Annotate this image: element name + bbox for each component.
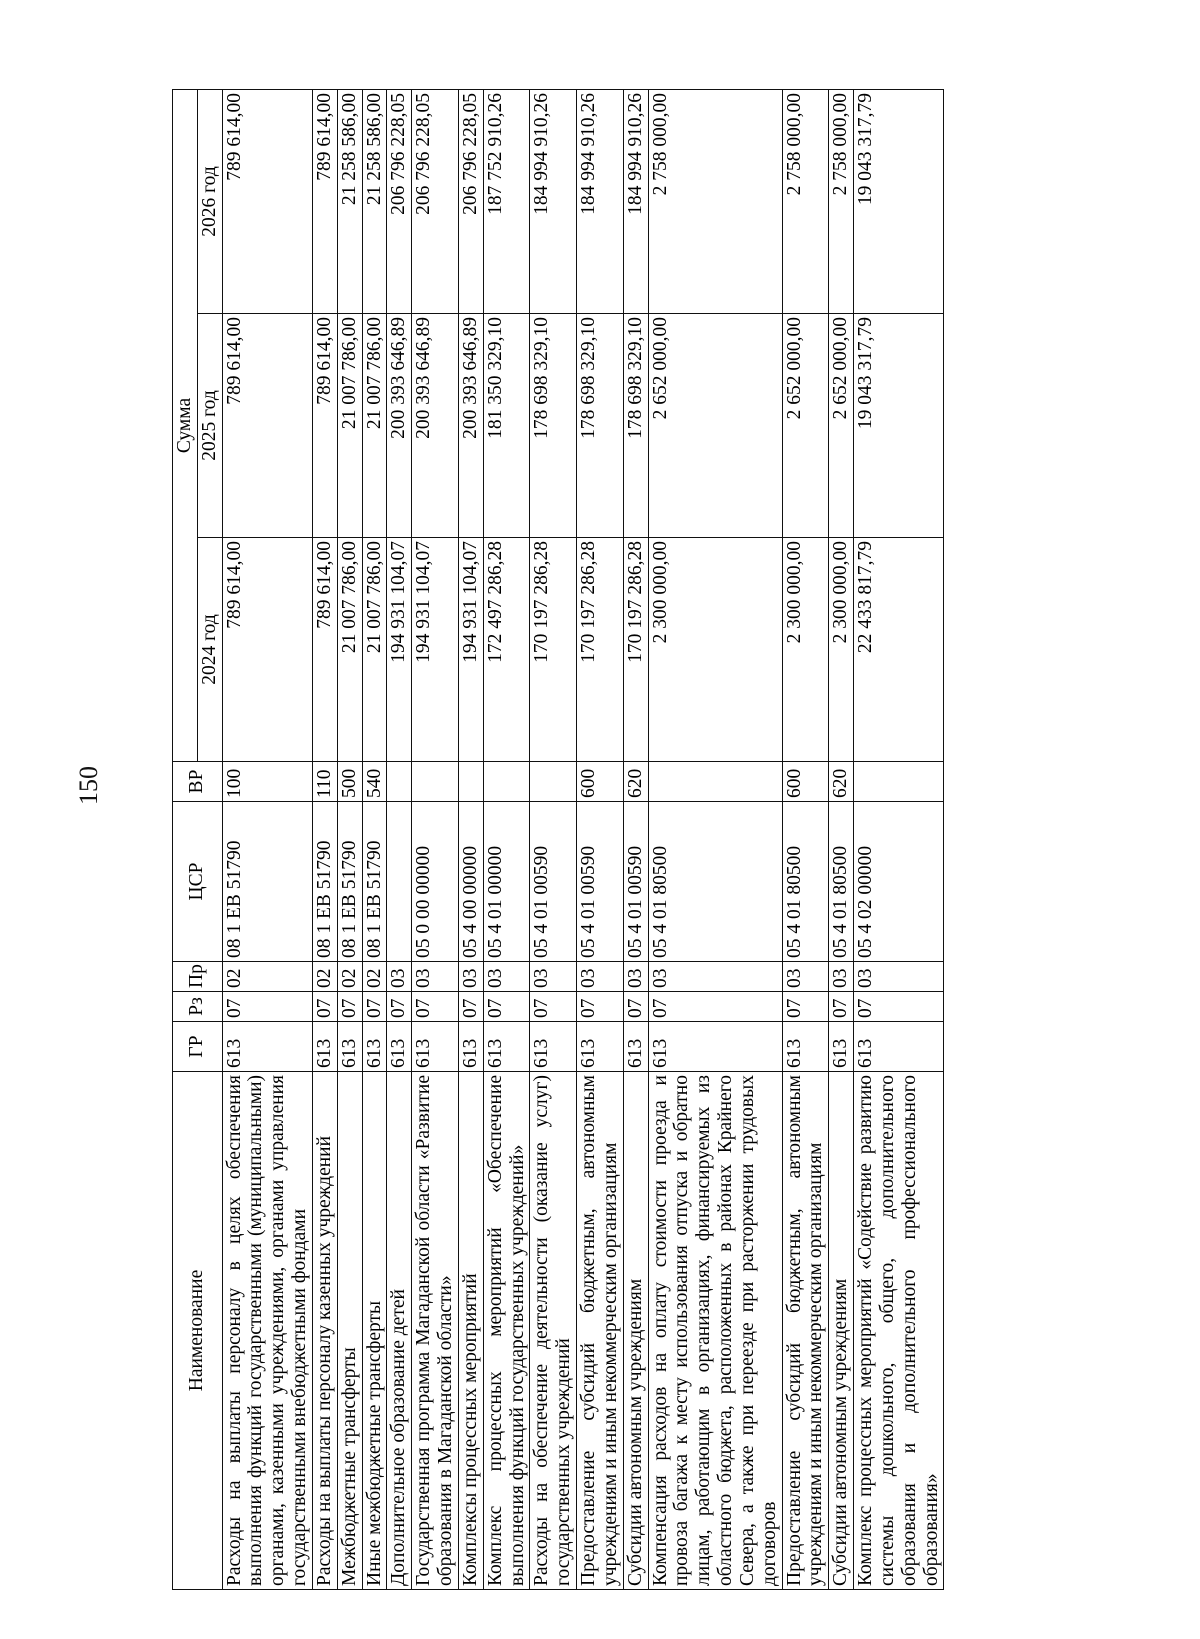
cell-rz: 07 bbox=[222, 992, 312, 1022]
table-row bbox=[530, 89, 577, 1589]
cell-name: Комплекс процессных мероприятий «Обеспечение выполнения функций государственных учреждений» bbox=[483, 1072, 530, 1590]
cell-amount-2025: 181 350 329,10 bbox=[483, 314, 530, 538]
cell-amount-2025: 789 614,00 bbox=[312, 314, 337, 538]
cell-gr: 613 bbox=[362, 1022, 387, 1072]
cell-pr: 02 bbox=[362, 962, 387, 992]
cell-amount-2026: 206 796 228,05 bbox=[412, 89, 459, 313]
cell-name: Расходы на обеспечение деятельности (оказание услуг) государственных учреждений bbox=[530, 1072, 577, 1590]
cell-gr: 613 bbox=[458, 1022, 483, 1072]
cell-amount-2025: 789 614,00 bbox=[222, 314, 312, 538]
cell-gr: 613 bbox=[782, 1022, 829, 1072]
header-name: Наименование bbox=[173, 1072, 223, 1590]
cell-csr: 05 4 02 00000 bbox=[854, 802, 944, 962]
cell-csr: 05 4 01 00590 bbox=[530, 802, 577, 962]
header-2024: 2024 год bbox=[197, 538, 222, 762]
cell-gr: 613 bbox=[387, 1022, 412, 1072]
page-number: 150 bbox=[74, 766, 103, 805]
cell-name: Комплексы процессных мероприятий bbox=[458, 1072, 483, 1590]
cell-amount-2025: 178 698 329,10 bbox=[623, 314, 648, 538]
cell-vr: 100 bbox=[222, 762, 312, 802]
cell-name: Расходы на выплаты персоналу в целях обеспечения выполнения функций государственными (муниципальными) органами, казенными учреждениями, органами управления государственными внебюджетными фондами bbox=[222, 1072, 312, 1590]
cell-rz: 07 bbox=[312, 992, 337, 1022]
table-row bbox=[623, 89, 648, 1589]
cell-pr: 03 bbox=[412, 962, 459, 992]
cell-rz: 07 bbox=[362, 992, 387, 1022]
cell-csr: 05 0 00 00000 bbox=[412, 802, 459, 962]
cell-gr: 613 bbox=[829, 1022, 854, 1072]
cell-rz: 07 bbox=[854, 992, 944, 1022]
cell-csr: 08 1 ЕВ 51790 bbox=[312, 802, 337, 962]
header-vr: ВР bbox=[173, 762, 223, 802]
cell-pr: 03 bbox=[623, 962, 648, 992]
cell-gr: 613 bbox=[648, 1022, 782, 1072]
cell-vr: 540 bbox=[362, 762, 387, 802]
cell-rz: 07 bbox=[782, 992, 829, 1022]
cell-amount-2026: 184 994 910,26 bbox=[577, 89, 624, 313]
cell-amount-2025: 200 393 646,89 bbox=[458, 314, 483, 538]
cell-gr: 613 bbox=[623, 1022, 648, 1072]
cell-rz: 07 bbox=[412, 992, 459, 1022]
cell-csr: 05 4 00 00000 bbox=[458, 802, 483, 962]
cell-amount-2024: 22 433 817,79 bbox=[854, 538, 944, 762]
cell-vr: 620 bbox=[829, 762, 854, 802]
cell-name: Дополнительное образование детей bbox=[387, 1072, 412, 1590]
cell-gr: 613 bbox=[854, 1022, 944, 1072]
cell-name: Расходы на выплаты персоналу казенных учреждений bbox=[312, 1072, 337, 1590]
header-sum: Сумма bbox=[173, 89, 198, 761]
cell-rz: 07 bbox=[577, 992, 624, 1022]
table-row bbox=[387, 89, 412, 1589]
cell-amount-2024: 170 197 286,28 bbox=[577, 538, 624, 762]
cell-gr: 613 bbox=[337, 1022, 362, 1072]
cell-amount-2024: 21 007 786,00 bbox=[362, 538, 387, 762]
cell-amount-2026: 2 758 000,00 bbox=[829, 89, 854, 313]
cell-gr: 613 bbox=[530, 1022, 577, 1072]
cell-amount-2025: 178 698 329,10 bbox=[530, 314, 577, 538]
budget-table bbox=[172, 89, 944, 1590]
cell-pr: 03 bbox=[648, 962, 782, 992]
cell-csr bbox=[387, 802, 412, 962]
table-row bbox=[337, 89, 362, 1589]
cell-amount-2024: 789 614,00 bbox=[312, 538, 337, 762]
cell-pr: 03 bbox=[829, 962, 854, 992]
cell-pr: 03 bbox=[458, 962, 483, 992]
cell-amount-2026: 184 994 910,26 bbox=[530, 89, 577, 313]
cell-amount-2024: 194 931 104,07 bbox=[458, 538, 483, 762]
cell-csr: 05 4 01 80500 bbox=[829, 802, 854, 962]
cell-amount-2026: 206 796 228,05 bbox=[387, 89, 412, 313]
cell-csr: 05 4 01 80500 bbox=[782, 802, 829, 962]
cell-amount-2024: 2 300 000,00 bbox=[829, 538, 854, 762]
table-row bbox=[782, 89, 829, 1589]
cell-rz: 07 bbox=[530, 992, 577, 1022]
table-row bbox=[412, 89, 459, 1589]
cell-pr: 03 bbox=[483, 962, 530, 992]
cell-amount-2024: 2 300 000,00 bbox=[782, 538, 829, 762]
header-2026: 2026 год bbox=[197, 89, 222, 313]
cell-name: Межбюджетные трансферты bbox=[337, 1072, 362, 1590]
cell-csr: 05 4 01 80500 bbox=[648, 802, 782, 962]
cell-csr: 08 1 ЕВ 51790 bbox=[222, 802, 312, 962]
cell-vr: 600 bbox=[577, 762, 624, 802]
cell-amount-2024: 194 931 104,07 bbox=[387, 538, 412, 762]
table-row bbox=[854, 89, 944, 1589]
cell-gr: 613 bbox=[483, 1022, 530, 1072]
cell-amount-2024: 21 007 786,00 bbox=[337, 538, 362, 762]
cell-amount-2024: 194 931 104,07 bbox=[412, 538, 459, 762]
cell-rz: 07 bbox=[337, 992, 362, 1022]
cell-amount-2025: 200 393 646,89 bbox=[387, 314, 412, 538]
cell-vr bbox=[854, 762, 944, 802]
cell-vr: 600 bbox=[782, 762, 829, 802]
header-pr: Пр bbox=[173, 962, 223, 992]
cell-name: Предоставление субсидий бюджетным, автономным учреждениям и иным некоммерческим организациям bbox=[782, 1072, 829, 1590]
cell-amount-2026: 2 758 000,00 bbox=[782, 89, 829, 313]
table-row bbox=[577, 89, 624, 1589]
cell-amount-2026: 789 614,00 bbox=[222, 89, 312, 313]
cell-name: Субсидии автономным учреждениям bbox=[829, 1072, 854, 1590]
cell-vr bbox=[483, 762, 530, 802]
header-2025: 2025 год bbox=[197, 314, 222, 538]
cell-vr bbox=[530, 762, 577, 802]
cell-name: Субсидии автономным учреждениям bbox=[623, 1072, 648, 1590]
cell-csr: 08 1 ЕВ 51790 bbox=[337, 802, 362, 962]
cell-gr: 613 bbox=[222, 1022, 312, 1072]
table-row bbox=[312, 89, 337, 1589]
cell-vr: 500 bbox=[337, 762, 362, 802]
cell-name: Компенсация расходов на оплату стоимости проезда и провоза багажа к месту использования отпуска и обратно лицам, работающим в организациях, финансируемых из областного бюджета, расположенных в районах Крайнего Севера, а также при переезде при расторжении трудовых договоров bbox=[648, 1072, 782, 1590]
cell-amount-2024: 170 197 286,28 bbox=[623, 538, 648, 762]
header-rz: Рз bbox=[173, 992, 223, 1022]
cell-amount-2024: 2 300 000,00 bbox=[648, 538, 782, 762]
cell-csr: 08 1 ЕВ 51790 bbox=[362, 802, 387, 962]
cell-rz: 07 bbox=[829, 992, 854, 1022]
cell-amount-2025: 200 393 646,89 bbox=[412, 314, 459, 538]
cell-amount-2024: 170 197 286,28 bbox=[530, 538, 577, 762]
table-row bbox=[222, 89, 312, 1589]
cell-csr: 05 4 01 00590 bbox=[623, 802, 648, 962]
cell-name: Предоставление субсидий бюджетным, автономным учреждениям и иным некоммерческим организациям bbox=[577, 1072, 624, 1590]
cell-vr bbox=[648, 762, 782, 802]
cell-amount-2025: 2 652 000,00 bbox=[782, 314, 829, 538]
header-gr: ГР bbox=[173, 1022, 223, 1072]
cell-amount-2026: 2 758 000,00 bbox=[648, 89, 782, 313]
table-row bbox=[458, 89, 483, 1589]
cell-amount-2026: 21 258 586,00 bbox=[337, 89, 362, 313]
cell-amount-2025: 2 652 000,00 bbox=[829, 314, 854, 538]
cell-pr: 03 bbox=[387, 962, 412, 992]
cell-name: Государственная программа Магаданской области «Развитие образования в Магаданской области» bbox=[412, 1072, 459, 1590]
cell-amount-2024: 172 497 286,28 bbox=[483, 538, 530, 762]
table-row bbox=[648, 89, 782, 1589]
cell-vr bbox=[458, 762, 483, 802]
table-row bbox=[362, 89, 387, 1589]
cell-amount-2026: 184 994 910,26 bbox=[623, 89, 648, 313]
header-csr: ЦСР bbox=[173, 802, 223, 962]
cell-pr: 02 bbox=[337, 962, 362, 992]
cell-name: Комплекс процессных мероприятий «Содействие развитию системы дошкольного, общего, дополнительного образования и дополнительного профессионального образования» bbox=[854, 1072, 944, 1590]
cell-name: Иные межбюджетные трансферты bbox=[362, 1072, 387, 1590]
table-body bbox=[222, 89, 944, 1589]
cell-pr: 03 bbox=[782, 962, 829, 992]
cell-amount-2026: 21 258 586,00 bbox=[362, 89, 387, 313]
cell-amount-2024: 789 614,00 bbox=[222, 538, 312, 762]
cell-amount-2026: 206 796 228,05 bbox=[458, 89, 483, 313]
cell-amount-2025: 19 043 317,79 bbox=[854, 314, 944, 538]
cell-rz: 07 bbox=[387, 992, 412, 1022]
cell-amount-2025: 21 007 786,00 bbox=[362, 314, 387, 538]
table-row bbox=[829, 89, 854, 1589]
cell-pr: 03 bbox=[854, 962, 944, 992]
cell-rz: 07 bbox=[458, 992, 483, 1022]
cell-amount-2026: 187 752 910,26 bbox=[483, 89, 530, 313]
cell-vr bbox=[387, 762, 412, 802]
cell-vr bbox=[412, 762, 459, 802]
cell-csr: 05 4 01 00000 bbox=[483, 802, 530, 962]
cell-rz: 07 bbox=[648, 992, 782, 1022]
table-row bbox=[483, 89, 530, 1589]
table-header bbox=[173, 89, 223, 1589]
budget-table-frame bbox=[172, 90, 1109, 1590]
cell-amount-2025: 178 698 329,10 bbox=[577, 314, 624, 538]
cell-amount-2026: 789 614,00 bbox=[312, 89, 337, 313]
cell-gr: 613 bbox=[312, 1022, 337, 1072]
cell-pr: 03 bbox=[577, 962, 624, 992]
cell-vr: 110 bbox=[312, 762, 337, 802]
cell-pr: 02 bbox=[222, 962, 312, 992]
cell-gr: 613 bbox=[577, 1022, 624, 1072]
cell-pr: 03 bbox=[530, 962, 577, 992]
cell-csr: 05 4 01 00590 bbox=[577, 802, 624, 962]
cell-amount-2026: 19 043 317,79 bbox=[854, 89, 944, 313]
cell-rz: 07 bbox=[623, 992, 648, 1022]
cell-rz: 07 bbox=[483, 992, 530, 1022]
cell-pr: 02 bbox=[312, 962, 337, 992]
cell-gr: 613 bbox=[412, 1022, 459, 1072]
cell-amount-2025: 2 652 000,00 bbox=[648, 314, 782, 538]
cell-amount-2025: 21 007 786,00 bbox=[337, 314, 362, 538]
cell-vr: 620 bbox=[623, 762, 648, 802]
